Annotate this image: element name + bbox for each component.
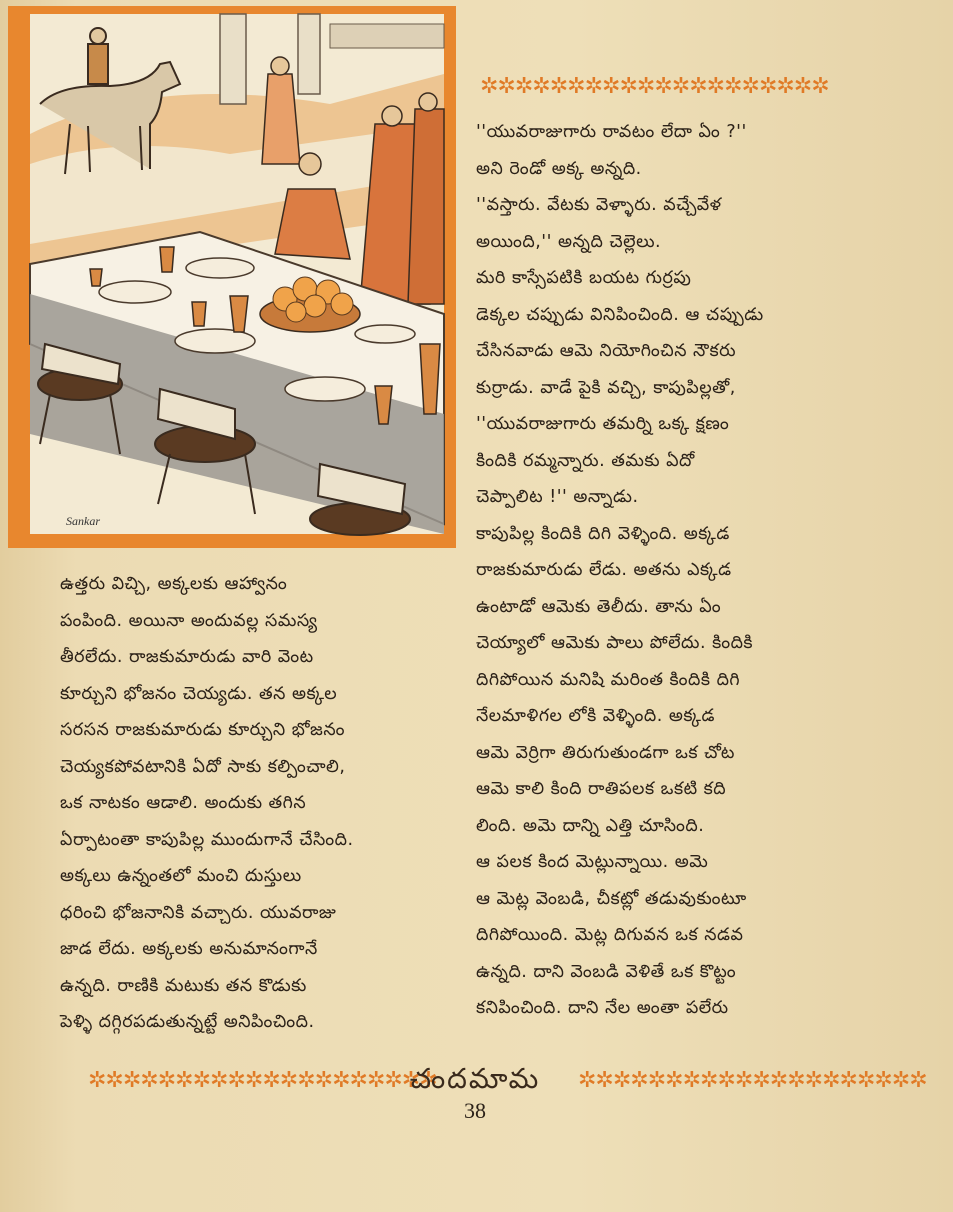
text-line: కూర్చుని భోజనం చెయ్యడు. తన అక్కల xyxy=(60,683,338,704)
illustrator-signature: Sankar xyxy=(66,514,100,528)
text-line: చెప్పాలిట !'' అన్నాడు. xyxy=(476,487,639,507)
text-line: సరసన రాజకుమారుడు కూర్చుని భోజనం xyxy=(60,720,345,740)
text-line: దిగిపోయిన మనిషి మరింత కిందికి దిగి xyxy=(476,669,741,690)
text-line: ఆమె వెర్రిగా తిరుగుతుండగా ఒక చోట xyxy=(476,742,735,763)
text-line: కిందికి రమ్మన్నారు. తమకు ఏదో xyxy=(476,450,695,471)
text-line: పంపింది. అయినా అందువల్ల సమస్య xyxy=(60,610,318,631)
text-line: కనిపించింది. దాని నేల అంతా పలేరు xyxy=(476,998,729,1018)
left-text-column xyxy=(60,566,460,1041)
right-text-column xyxy=(476,114,876,1027)
text-line: అని రెండో అక్క అన్నది. xyxy=(476,158,642,179)
text-line: ''వస్తారు. వేటకు వెళ్ళారు. వచ్చేవేళ xyxy=(476,195,722,215)
palace-feast-illustration xyxy=(30,14,444,534)
text-line: పెళ్ళి దగ్గిరపడుతున్నట్టే అనిపించింది. xyxy=(60,1012,315,1032)
text-line: దిగిపోయింది. మెట్ల దిగువన ఒక నడవ xyxy=(476,925,744,945)
text-line: తీరలేదు. రాజకుమారుడు వారి వెంట xyxy=(60,647,314,667)
page-number: 38 xyxy=(464,1098,486,1123)
text-line: చెయ్యకపోవటానికి ఏదో సాకు కల్పించాలి, xyxy=(60,756,346,777)
text-line: ఉన్నది. రాణికి మటుకు తన కొడుకు xyxy=(60,975,307,996)
text-line: డెక్కల చప్పుడు వినిపించింది. ఆ చప్పుడు xyxy=(476,304,764,325)
illustration-frame xyxy=(8,6,456,548)
text-line: ''యువరాజుగారు రావటం లేదా ఏం ?'' xyxy=(476,122,747,142)
text-line: అక్కలు ఉన్నంతలో మంచి దుస్తులు xyxy=(60,866,302,886)
text-line: కాపుపిల్ల కిందికి దిగి వెళ్ళింది. అక్కడ xyxy=(476,523,730,544)
text-line: ధరించి భోజనానికి వచ్చారు. యువరాజు xyxy=(60,902,337,923)
text-line: మరి కాస్సేపటికి బయట గుర్రపు xyxy=(476,268,692,288)
ornamental-border-left: ✲✲✲✲✲✲✲✲✲✲✲✲✲✲✲✲✲✲✲✲ xyxy=(88,1068,437,1093)
text-line: ఉత్తరు విచ్చి, అక్కలకు ఆహ్వానం xyxy=(60,574,288,594)
text-line: రాజకుమారుడు లేడు. అతను ఎక్కడ xyxy=(476,560,732,580)
ornamental-border-right: ✲✲✲✲✲✲✲✲✲✲✲✲✲✲✲✲✲✲✲✲ xyxy=(578,1068,927,1093)
text-line: ఒక నాటకం ఆడాలి. అందుకు తగిన xyxy=(60,793,307,813)
text-line: ''యువరాజుగారు తమర్ని ఒక్క క్షణం xyxy=(476,414,730,434)
text-line: నేలమాళిగల లోకి వెళ్ళింది. అక్కడ xyxy=(476,706,715,726)
magazine-title: చందమామ xyxy=(409,1062,541,1095)
text-line: ఉన్నది. దాని వెంబడి వెళితే ఒక కొట్టం xyxy=(476,961,737,982)
illustration-drawing xyxy=(30,14,444,534)
text-line: చేసినవాడు ఆమె నియోగించిన నౌకరు xyxy=(476,341,737,361)
text-line: ఉంటాడో ఆమెకు తెలీదు. తాను ఏం xyxy=(476,596,722,617)
text-line: జాడ లేదు. అక్కలకు అనుమానంగానే xyxy=(60,939,318,959)
text-line: లింది. అమె దాన్ని ఎత్తి చూసింది. xyxy=(476,815,705,836)
text-line: ఆ మెట్ల వెంబడి, చీకట్లో తడువుకుంటూ xyxy=(476,888,747,909)
text-line: చెయ్యాలో ఆమెకు పాలు పోలేదు. కిందికి xyxy=(476,633,754,653)
text-line: ఆమె కాలి కింది రాతిపలక ఒకటి కది xyxy=(476,779,727,799)
text-line: కుర్రాడు. వాడే పైకి వచ్చి, కాపుపిల్లతో, xyxy=(476,377,736,398)
ornamental-border-top: ✲✲✲✲✲✲✲✲✲✲✲✲✲✲✲✲✲✲✲✲ xyxy=(480,74,829,99)
text-line: ఏర్పాటంతా కాపుపిల్ల ముందుగానే చేసింది. xyxy=(60,829,354,850)
text-line: ఆ పలక కింద మెట్లున్నాయి. అమె xyxy=(476,852,709,872)
text-line: అయింది,'' అన్నది చెల్లెలు. xyxy=(476,231,662,252)
